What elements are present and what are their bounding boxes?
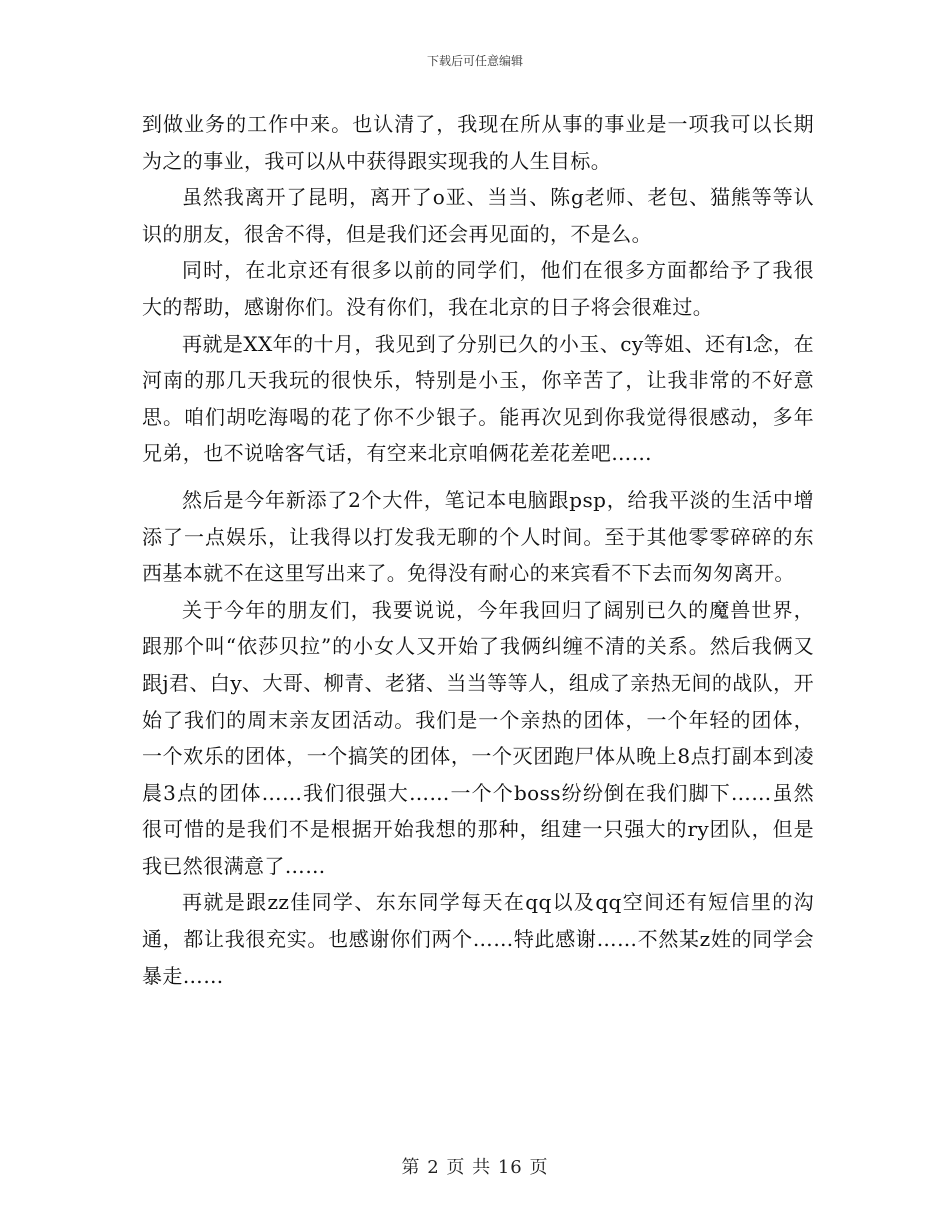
paragraph: 再就是跟zz佳同学、东东同学每天在qq以及qq空间还有短信里的沟通，都让我很充实。也感谢你们两个……特此感谢……不然某z姓的同学会暴走…… [142,890,814,988]
document-body [142,106,814,994]
paragraph: 关于今年的朋友们，我要说说，今年我回归了阔别已久的魔兽世界，跟那个叫“依莎贝拉”的小女人又开始了我俩纠缠不清的关系。然后我俩又跟j君、白y、大哥、柳青、老猪、当当等等人，组成了亲热无间的战队，开始了我们的周末亲友团活动。我们是一个亲热的团体，一个年轻的团体，一个欢乐的团体，一个搞笑的团体，一个灭团跑尸体从晚上8点打副本到凌晨3点的团体……我们很强大……一个个boss纷纷倒在我们脚下……虽然很可惜的是我们不是根据开始我想的那种，组建一只强大的ry团队，但是我已然很满意了…… [142,597,814,878]
paragraph: 虽然我离开了昆明，离开了o亚、当当、陈g老师、老包、猫熊等等认识的朋友，很舍不得，但是我们还会再见面的，不是么。 [142,185,814,246]
paragraph: 到做业务的工作中来。也认清了，我现在所从事的事业是一项我可以长期为之的事业，我可以从中获得跟实现我的人生目标。 [142,112,814,173]
paragraph: 同时，在北京还有很多以前的同学们，他们在很多方面都给予了我很大的帮助，感谢你们。没有你们，我在北京的日子将会很难过。 [142,258,814,319]
page-footer: 第 2 页 共 16 页 [401,1157,549,1178]
paragraph: 然后是今年新添了2个大件，笔记本电脑跟psp，给我平淡的生活中增添了一点娱乐，让我得以打发我无聊的个人时间。至于其他零零碎碎的东西基本就不在这里写出来了。免得没有耐心的来宾看不下去而匆匆离开。 [142,487,814,586]
page-header: 下载后可任意编辑 [426,54,523,68]
paragraph: 再就是XX年的十月，我见到了分别已久的小玉、cy等姐、还有l念，在河南的那几天我玩的很快乐，特别是小玉，你辛苦了，让我非常的不好意思。咱们胡吃海喝的花了你不少银子。能再次见到你我觉得很感动，多年兄弟，也不说啥客气话，有空来北京咱俩花差花差吧…… [142,331,814,466]
